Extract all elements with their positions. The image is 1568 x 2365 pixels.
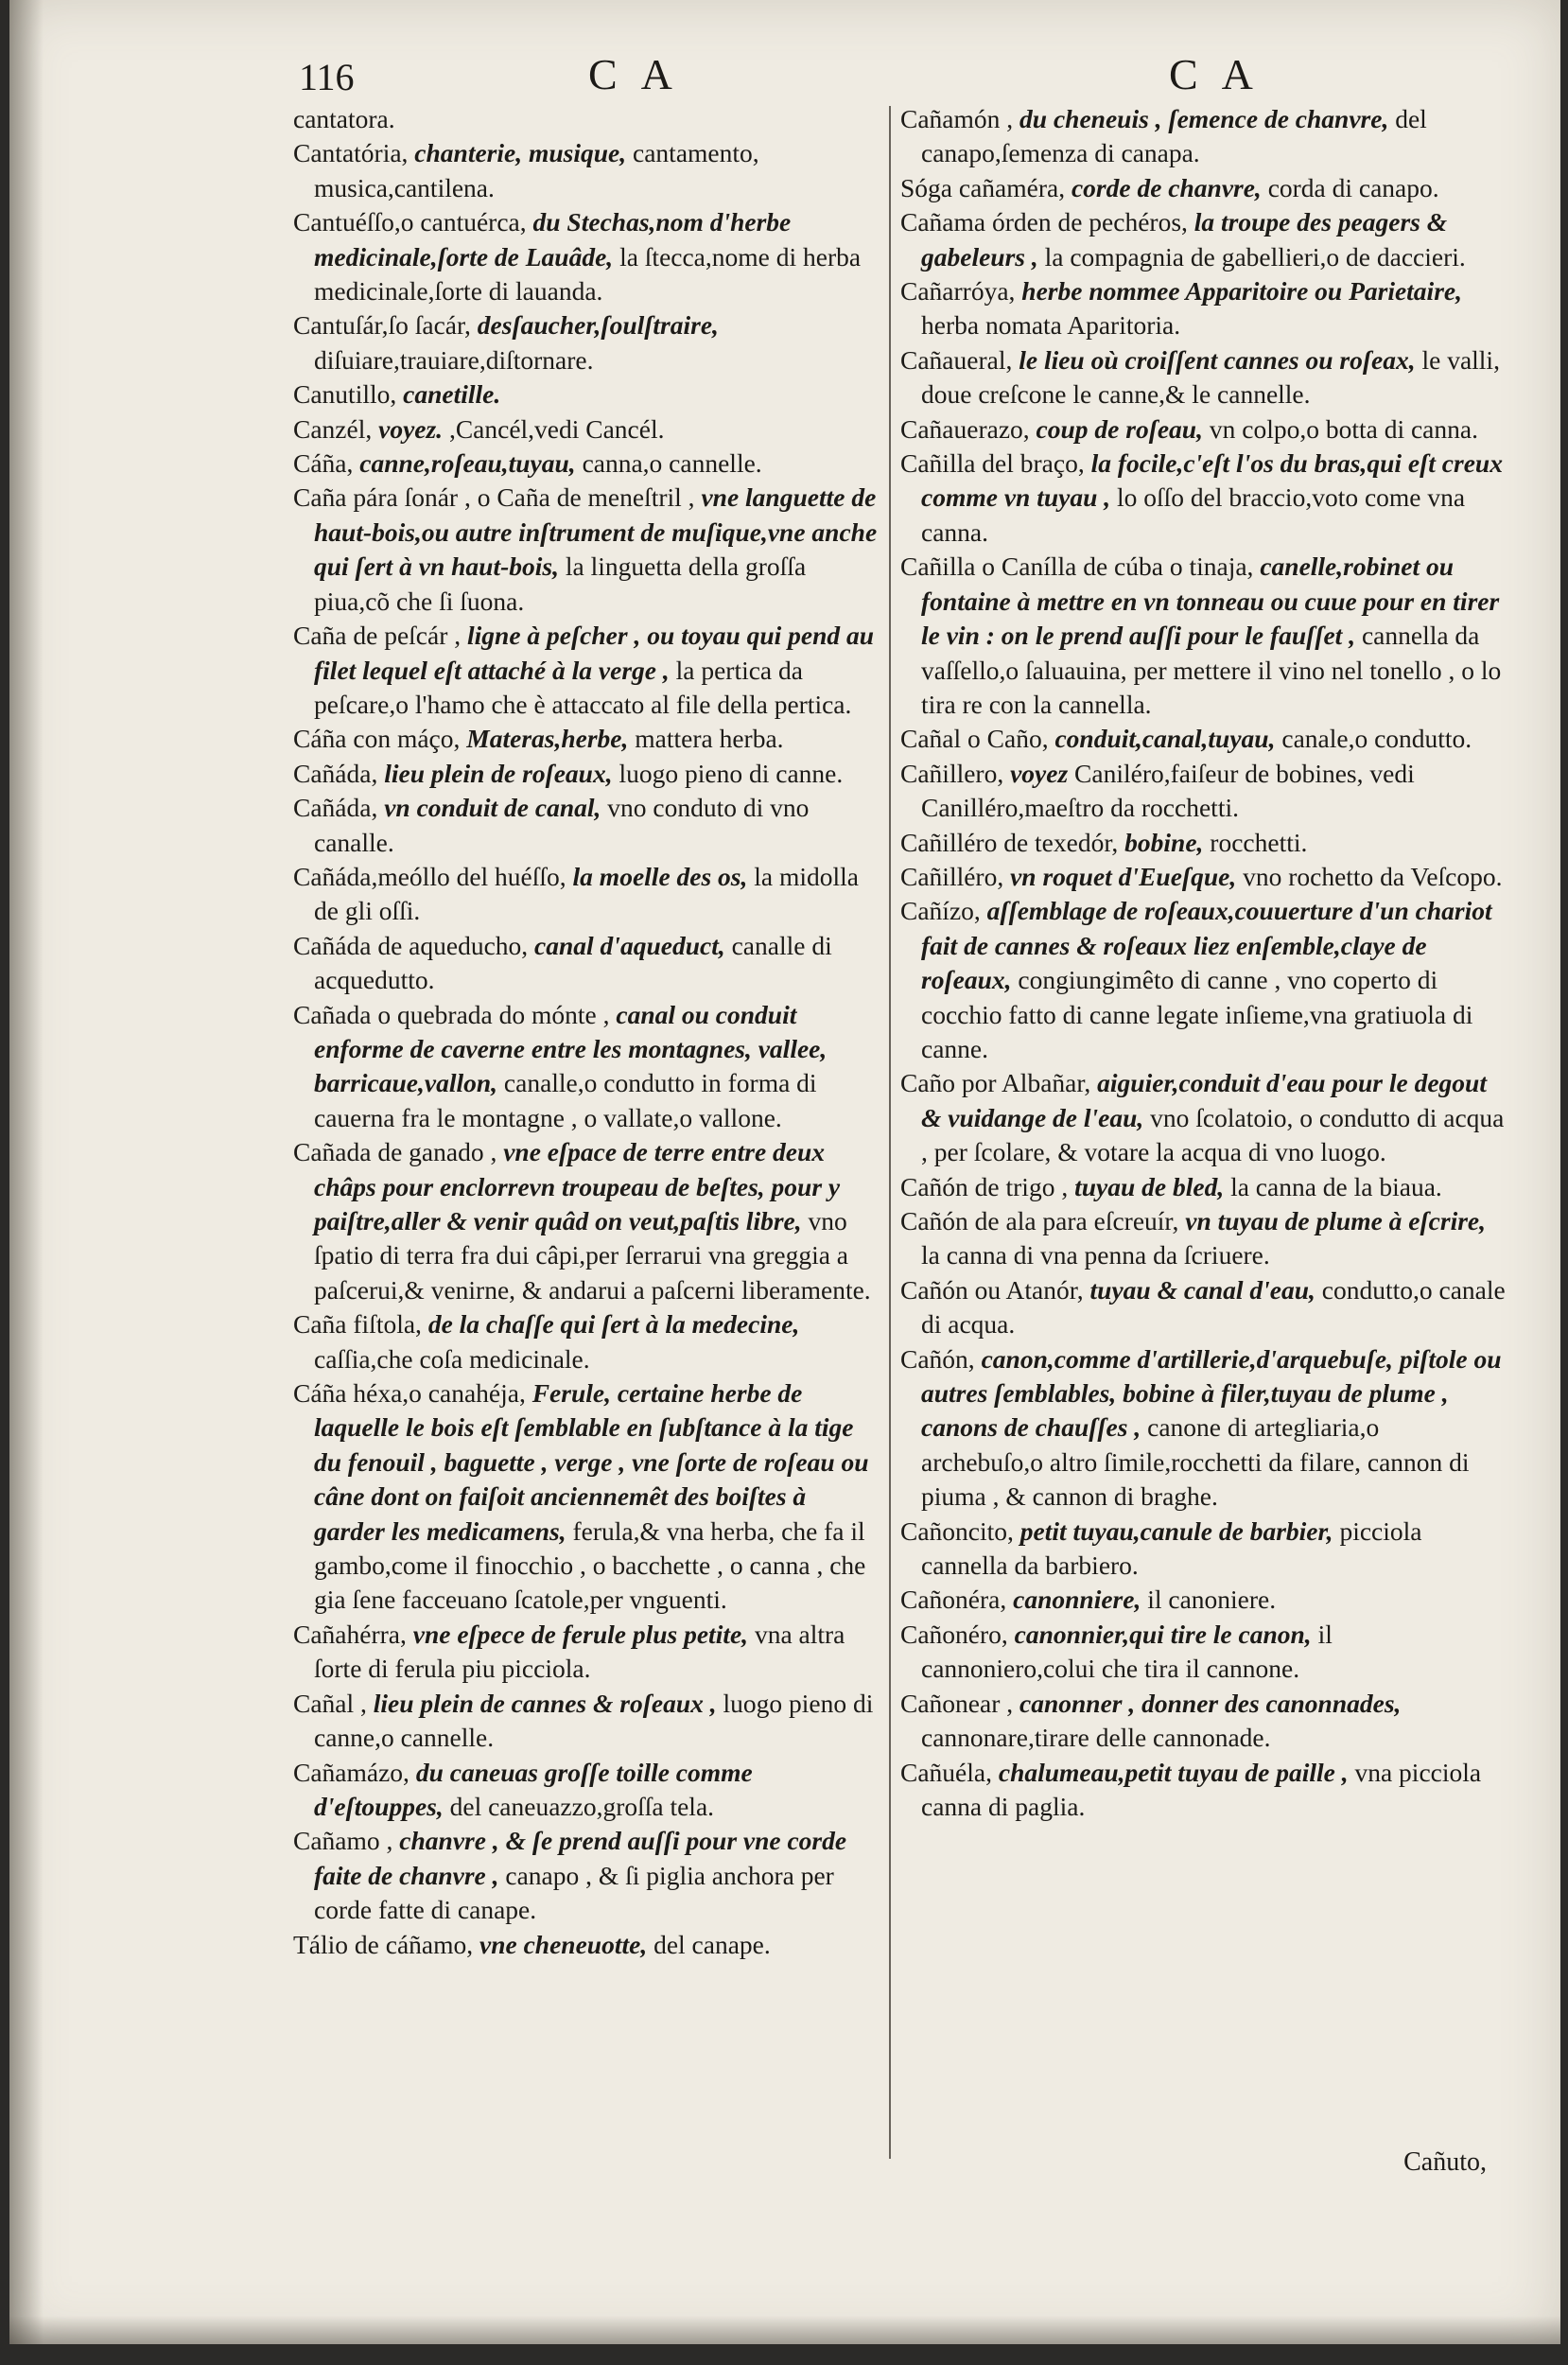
italian-gloss: corda di canapo. xyxy=(1267,172,1439,202)
italian-gloss: caſſia,che coſa medicinale. xyxy=(314,1343,590,1374)
french-gloss: desſaucher,ſoulſtraire, xyxy=(477,310,719,341)
dictionary-entry xyxy=(293,481,880,619)
dictionary-entry xyxy=(900,1170,1506,1204)
dictionary-entry xyxy=(900,1273,1506,1342)
headword: Caña fiſtola, xyxy=(293,1309,422,1340)
italian-gloss: la canna di vna penna da ſcriuere. xyxy=(921,1240,1270,1270)
dictionary-entry xyxy=(900,343,1506,412)
dictionary-entry xyxy=(293,136,880,205)
french-gloss: canonner , donner des canonnades, xyxy=(1019,1688,1402,1718)
italian-gloss: la pertica da peſcare,o l'hamo che è attaccato al file della pertica. xyxy=(314,655,852,719)
dictionary-entry xyxy=(293,998,880,1136)
french-gloss: Ferule, certaine herbe de laquelle le bois eſt ſemblable en ſubſtance à la tige du fenouil , baguette , verge , vne ſorte de roſeau ou câne dont on faiſoit anciennemêt des boiſtes à garder les medicamens, xyxy=(314,1378,869,1546)
italian-gloss: Caniléro,faiſeur de bobines, vedi Canilléro,maeſtro da rocchetti. xyxy=(921,758,1415,823)
left-column xyxy=(293,102,880,1962)
italian-gloss: del caneuazzo,groſſa tela. xyxy=(449,1791,715,1821)
italian-gloss: del canapo,ſemenza di canapa. xyxy=(921,104,1427,168)
french-gloss: du Stechas,nom d'herbe medicinale,ſorte de Lauâde, xyxy=(314,207,792,272)
italian-gloss: il canoniere. xyxy=(1147,1585,1277,1615)
french-gloss: canon,comme d'artillerie,d'arquebuſe, piſtole ou autres ſemblables, bobine à filer,tuyau de plume , canons de chauſſes , xyxy=(921,1343,1502,1443)
column-divider xyxy=(889,106,891,2159)
dictionary-entry xyxy=(900,757,1506,826)
italian-gloss: ,Cancél,vedi Cancél. xyxy=(448,413,665,444)
catchword: Cañuto, xyxy=(1403,2147,1487,2177)
italian-gloss: cannella da vaſſello,o ſaluauina, per mettere il vino nel tonello , o lo tira re con la cannella. xyxy=(921,621,1502,719)
french-gloss: tuyau de bled, xyxy=(1074,1171,1225,1201)
french-gloss: conduit,canal,tuyau, xyxy=(1054,724,1276,754)
french-gloss: ligne à peſcher , ou toyau qui pend au filet lequel eſt attaché à la verge , xyxy=(314,621,875,685)
italian-gloss: canna,o cannelle. xyxy=(582,448,762,479)
dictionary-entry xyxy=(900,826,1506,860)
italian-gloss: vna picciola canna di paglia. xyxy=(921,1757,1482,1821)
dictionary-entry xyxy=(293,1307,880,1376)
italian-gloss: picciola cannella da barbiero. xyxy=(921,1515,1422,1581)
headword: Cañilla del braço, xyxy=(900,448,1085,479)
french-gloss: coup de roſeau, xyxy=(1036,413,1203,444)
french-gloss: du cheneuis , ſemence de chanvre, xyxy=(1019,104,1389,133)
dictionary-entry xyxy=(900,1204,1506,1273)
dictionary-entry xyxy=(900,860,1506,894)
dictionary-entry xyxy=(900,1066,1506,1169)
dictionary-entry xyxy=(900,412,1506,447)
dictionary-entry xyxy=(900,171,1506,205)
dictionary-entry xyxy=(293,1928,880,1962)
dictionary-entry xyxy=(293,205,880,308)
italian-gloss: il cannoniero,colui che tira il cannone. xyxy=(921,1619,1333,1684)
headword: Cañilléro, xyxy=(900,861,1004,891)
italian-gloss: vna altra ſorte di ferula piu picciola. xyxy=(314,1619,845,1684)
french-gloss: canal ou conduit enforme de caverne entre les montagnes, vallee, barricaue,vallon, xyxy=(314,999,828,1098)
french-gloss: Materas,herbe, xyxy=(466,724,629,754)
headword: Cáña héxa,o canahéja, xyxy=(293,1378,526,1409)
headword: Cantatória, xyxy=(293,138,409,168)
dictionary-entry xyxy=(900,274,1506,343)
dictionary-entry xyxy=(900,1756,1506,1825)
french-gloss: vn tuyau de plume à eſcrire, xyxy=(1185,1206,1486,1235)
headword: Cañonear , xyxy=(900,1688,1014,1718)
french-gloss: chanvre , & ſe prend auſſi pour vne corde faite de chanvre , xyxy=(314,1826,847,1890)
dictionary-entry xyxy=(293,791,880,860)
italian-gloss: condutto,o canale di acqua. xyxy=(921,1274,1506,1340)
headword: Cañada de ganado , xyxy=(293,1137,497,1167)
french-gloss: herbe nommee Apparitoire ou Parietaire, xyxy=(1021,276,1462,307)
headword: Cáña con máço, xyxy=(293,724,461,754)
french-gloss: la troupe des peagers & gabeleurs , xyxy=(921,207,1448,272)
french-gloss: vne cheneuotte, xyxy=(479,1929,648,1959)
french-gloss: bobine, xyxy=(1124,827,1204,857)
italian-gloss: ferula,& vna herba, che fa il gambo,come il finocchio , o bacchette , o canna , che gia ſene facceuano ſcatole,per vnguenti. xyxy=(314,1515,866,1615)
italian-gloss: la linguetta della groſſa piua,cõ che ſi ſuona. xyxy=(314,552,807,616)
headword: Cañilléro de texedór, xyxy=(900,827,1119,857)
headword: Cañón, xyxy=(900,1343,975,1374)
running-header xyxy=(9,49,1560,106)
dictionary-entry xyxy=(293,102,880,136)
right-column xyxy=(900,102,1506,1824)
headword: Cañamón , xyxy=(900,104,1014,133)
italian-gloss: cantatora. xyxy=(293,104,395,133)
headword: Cañaueral, xyxy=(900,344,1013,375)
italian-gloss: luogo pieno di canne,o cannelle. xyxy=(314,1688,874,1753)
page-number: 116 xyxy=(299,56,355,98)
left-column-heading: C A xyxy=(588,50,680,98)
italian-gloss: vno ſcolatoio, o condutto di acqua , per ſcolare, & votare la acqua di vno luogo. xyxy=(921,1102,1505,1167)
french-gloss: canne,roſeau,tuyau, xyxy=(359,448,576,479)
dictionary-entry xyxy=(293,1376,880,1618)
headword: Cañauerazo, xyxy=(900,413,1030,444)
dictionary-entry xyxy=(293,1618,880,1687)
dictionary-entry xyxy=(293,619,880,722)
french-gloss: la focile,c'eſt l'os du bras,qui eſt creux comme vn tuyau , xyxy=(921,448,1503,513)
italian-gloss: canone di artegliaria,o archebuſo,o altro ſimile,rocchetti da filare, cannon di piuma , & cannon di braghe. xyxy=(921,1412,1470,1512)
headword: Cañal , xyxy=(293,1688,367,1718)
headword: Caño por Albañar, xyxy=(900,1068,1091,1098)
italian-gloss: canapo , & ſi piglia anchora per corde fatte di canape. xyxy=(314,1860,834,1925)
dictionary-entry xyxy=(293,447,880,481)
headword: Cañahérra, xyxy=(293,1619,407,1649)
french-gloss: canelle,robinet ou fontaine à mettre en vn tonneau ou cuue pour en tirer le vin : on le prend auſſi pour le fauſſet , xyxy=(921,552,1500,651)
italian-gloss: canalle,o condutto in forma di cauerna fra le montagne , o vallate,o vallone. xyxy=(314,1068,817,1132)
italian-gloss: vno conduto di vno canalle. xyxy=(314,793,810,857)
dictionary-entry xyxy=(293,377,880,412)
headword: Cañón de trigo , xyxy=(900,1171,1069,1201)
italian-gloss: vno rochetto da Veſcopo. xyxy=(1243,861,1503,891)
italian-gloss: la ſtecca,nome di herba medicinale,ſorte di lauanda. xyxy=(314,241,862,307)
italian-gloss: canale,o condutto. xyxy=(1281,724,1472,754)
french-gloss: tuyau & canal d'eau, xyxy=(1089,1274,1315,1305)
dictionary-entry xyxy=(293,929,880,998)
headword: Cañáda, xyxy=(293,793,378,823)
french-gloss: corde de chanvre, xyxy=(1071,172,1262,202)
french-gloss: chanterie, musique, xyxy=(414,138,627,168)
dictionary-entry xyxy=(900,1342,1506,1515)
dictionary-entry xyxy=(293,1756,880,1825)
italian-gloss: canalle di acquedutto. xyxy=(314,930,832,995)
headword: Canutillo, xyxy=(293,379,397,410)
dictionary-entry xyxy=(900,550,1506,722)
headword: Canzél, xyxy=(293,413,373,444)
headword: Cantuéſſo,o cantuérca, xyxy=(293,207,527,237)
headword: Caña pára ſonár , o Caña de meneſtril , xyxy=(293,482,695,513)
italian-gloss: vno ſpatio di terra fra dui câpi,per ſerrarui vna greggia a paſcerui,& venirne, & andarui a paſcerni liberamente. xyxy=(314,1206,871,1305)
headword: Cañón de ala para eſcreuír, xyxy=(900,1206,1179,1235)
binding-shadow xyxy=(9,0,44,2344)
headword: Cañuéla, xyxy=(900,1757,992,1787)
italian-gloss: le valli, doue creſcone le canne,& le cannelle. xyxy=(921,344,1500,410)
italian-gloss: la canna de la biaua. xyxy=(1230,1171,1442,1201)
dictionary-entry xyxy=(900,102,1506,171)
dictionary-entry xyxy=(293,860,880,929)
headword: Cañal o Caño, xyxy=(900,724,1049,754)
headword: Sóga cañaméra, xyxy=(900,172,1066,202)
french-gloss: voyez. xyxy=(378,413,444,444)
french-gloss: voyez xyxy=(1010,758,1069,788)
dictionary-entry xyxy=(900,722,1506,756)
dictionary-entry xyxy=(900,205,1506,274)
headword: Cañízo, xyxy=(900,896,981,926)
dictionary-entry xyxy=(900,1583,1506,1617)
italian-gloss: cantamento, musica,cantilena. xyxy=(314,138,759,202)
dictionary-entry xyxy=(900,1687,1506,1756)
headword: Cañama órden de pechéros, xyxy=(900,207,1188,237)
dictionary-entry xyxy=(293,722,880,756)
french-gloss: lieu plein de cannes & roſeaux , xyxy=(373,1688,717,1718)
headword: Cañáda, xyxy=(293,758,378,788)
italian-gloss: diſuiare,trauiare,diſtornare. xyxy=(314,344,594,375)
italian-gloss: rocchetti. xyxy=(1210,827,1308,857)
french-gloss: la moelle des os, xyxy=(572,861,748,891)
page-edge xyxy=(9,2316,1560,2344)
french-gloss: canonniere, xyxy=(1013,1585,1141,1615)
italian-gloss: vn colpo,o botta di canna. xyxy=(1209,413,1478,444)
dictionary-entry xyxy=(293,412,880,447)
french-gloss: de la chaſſe qui ſert à la medecine, xyxy=(427,1309,800,1340)
dictionary-entry xyxy=(900,1515,1506,1584)
french-gloss: vne eſpece de ferule plus petite, xyxy=(412,1619,749,1649)
right-column-heading: C A xyxy=(1169,50,1261,98)
french-gloss: aſſemblage de roſeaux,couuerture d'un chariot fait de cannes & roſeaux liez enſemble,claye de roſeaux, xyxy=(921,896,1492,995)
french-gloss: chalumeau,petit tuyau de paille , xyxy=(998,1757,1349,1787)
headword: Cáña, xyxy=(293,448,354,479)
dictionary-entry xyxy=(900,894,1506,1066)
italian-gloss: la compagnia de gabellieri,o de daccieri. xyxy=(1044,241,1466,272)
french-gloss: canal d'aqueduct, xyxy=(534,930,725,960)
headword: Cañón ou Atanór, xyxy=(900,1274,1084,1305)
headword: Caña de peſcár , xyxy=(293,621,462,651)
italian-gloss: luogo pieno di canne. xyxy=(618,758,844,788)
dictionary-entry xyxy=(293,1135,880,1307)
headword: Cantuſár,ſo ſacár, xyxy=(293,310,471,341)
french-gloss: canetille. xyxy=(403,379,501,410)
headword: Tálio de cáñamo, xyxy=(293,1929,474,1959)
italian-gloss: lo oſſo del braccio,voto come vna canna. xyxy=(921,482,1466,547)
italian-gloss: herba nomata Aparitoria. xyxy=(921,310,1181,341)
headword: Cañilla o Canílla de cúba o tinaja, xyxy=(900,552,1254,582)
headword: Cañamázo, xyxy=(293,1757,409,1787)
headword: Cañoncito, xyxy=(900,1515,1014,1546)
italian-gloss: cannonare,tirare delle cannonade. xyxy=(921,1723,1271,1753)
dictionary-entry xyxy=(293,757,880,791)
french-gloss: lieu plein de roſeaux, xyxy=(384,758,613,788)
french-gloss: petit tuyau,canule de barbier, xyxy=(1019,1515,1333,1546)
french-gloss: canonnier,qui tire le canon, xyxy=(1014,1619,1312,1649)
italian-gloss: la midolla de gli oſſi. xyxy=(314,861,860,926)
headword: Cañonéro, xyxy=(900,1619,1008,1649)
french-gloss: du caneuas groſſe toille comme d'eſtouppes, xyxy=(314,1757,753,1821)
french-gloss: vne languette de haut-bois,ou autre inſtrument de muſique,vne anche qui ſert à vn haut-bois, xyxy=(314,482,878,582)
headword: Cañáda de aqueducho, xyxy=(293,930,529,960)
dictionary-entry xyxy=(293,1824,880,1927)
headword: Cañamo , xyxy=(293,1826,393,1856)
italian-gloss: del canape. xyxy=(653,1929,771,1959)
headword: Cañáda,meóllo del huéſſo, xyxy=(293,861,566,891)
french-gloss: aiguier,conduit d'eau pour le degout & vuidange de l'eau, xyxy=(921,1068,1487,1132)
dictionary-entry xyxy=(293,308,880,377)
headword: Cañillero, xyxy=(900,758,1004,788)
dictionary-entry xyxy=(293,1687,880,1756)
dictionary-page xyxy=(9,0,1560,2344)
french-gloss: vn roquet d'Eueſque, xyxy=(1010,861,1237,891)
headword: Cañonéra, xyxy=(900,1585,1007,1615)
italian-gloss: congiungimêto di canne , vno coperto di cocchio fatto di canne legate inſieme,vna gratiuola di canne. xyxy=(921,965,1473,1063)
headword: Cañarróya, xyxy=(900,276,1016,307)
dictionary-entry xyxy=(900,447,1506,550)
dictionary-entry xyxy=(900,1618,1506,1687)
italian-gloss: mattera herba. xyxy=(635,724,784,754)
headword: Cañada o quebrada do mónte , xyxy=(293,999,610,1029)
french-gloss: le lieu où croiſſent cannes ou roſeax, xyxy=(1019,344,1416,375)
french-gloss: vne eſpace de terre entre deux châps pour enclorrevn troupeau de beſtes, pour y paiſtre,aller & venir quâd on veut,paſtis libre, xyxy=(314,1137,841,1235)
french-gloss: vn conduit de canal, xyxy=(384,793,601,823)
